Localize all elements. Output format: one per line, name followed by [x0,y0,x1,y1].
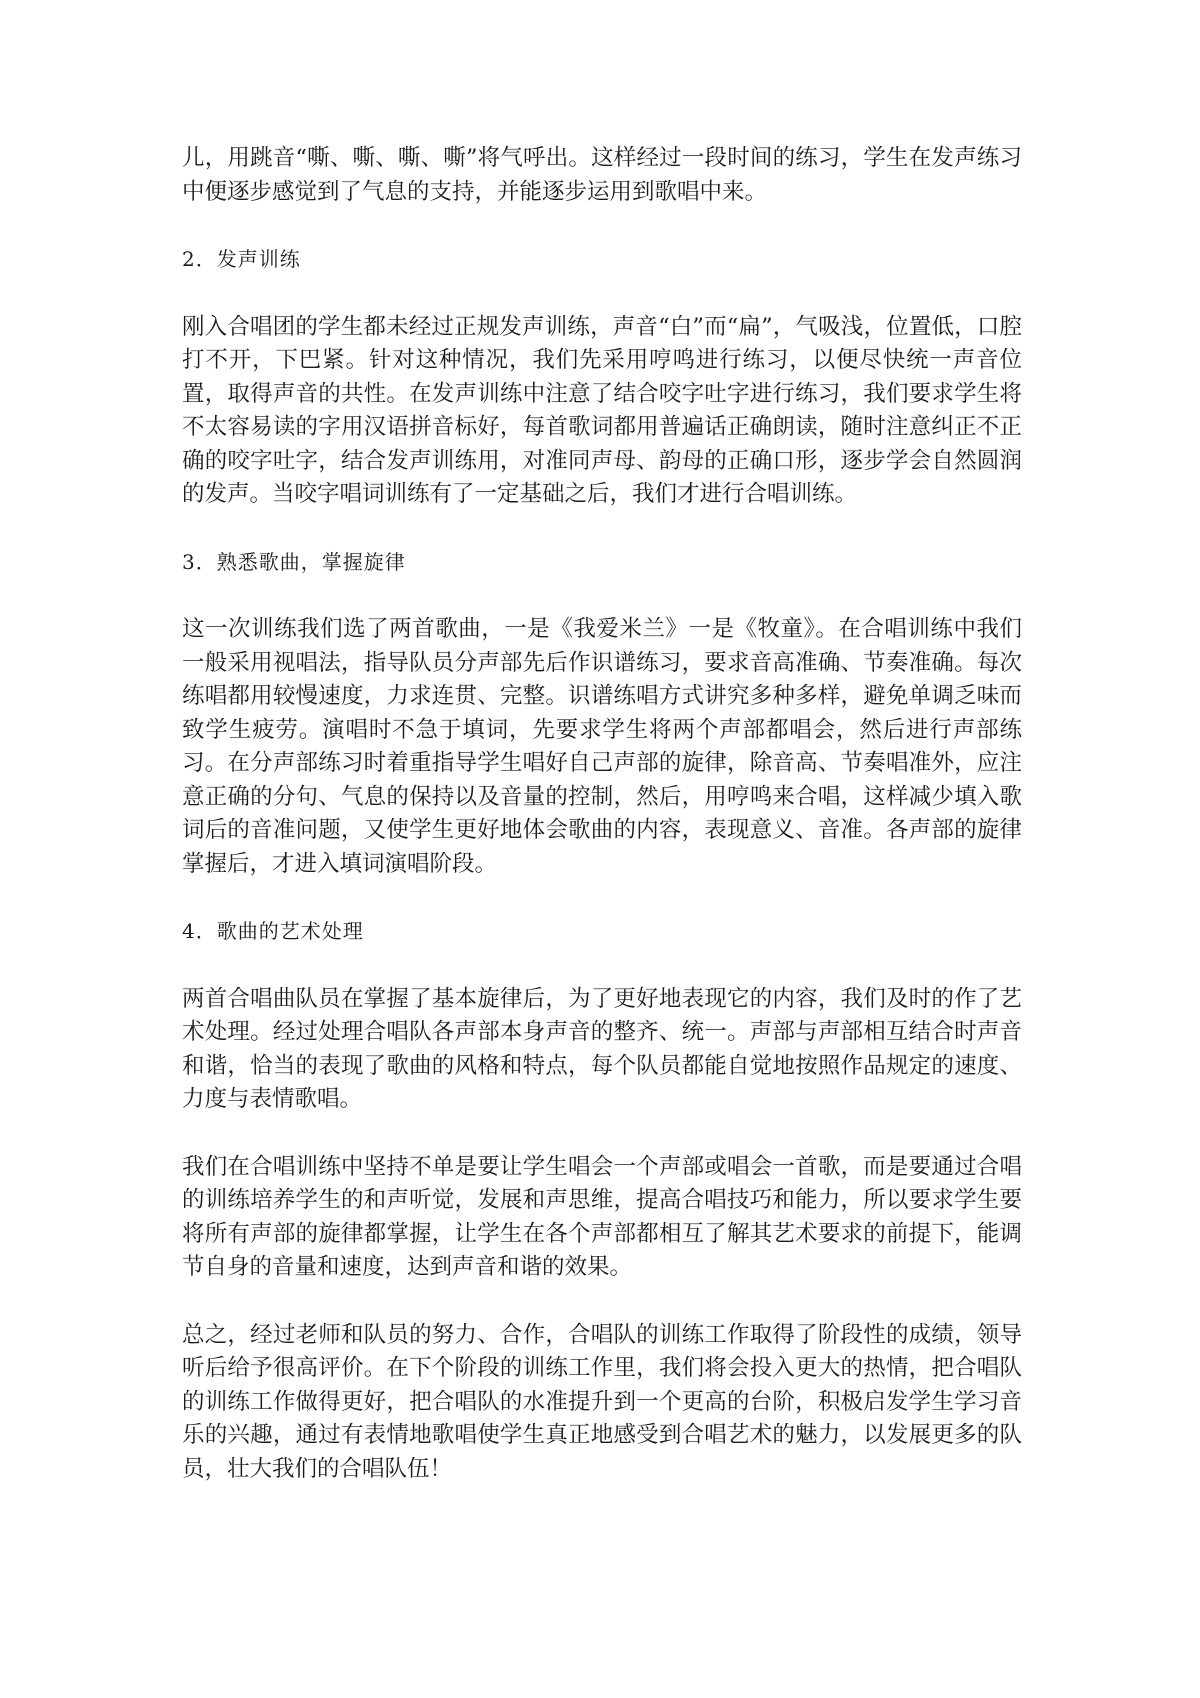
paragraph-vocal-training: 刚入合唱团的学生都未经过正规发声训练，声音“白”而“扁”，气吸浅，位置低，口腔打不开，下巴紧。针对这种情况，我们先采用哼鸣进行练习，以便尽快统一声音位置，取得声音的共性。在发声训练中注意了结合咬字吐字进行练习，我们要求学生将不太容易读的字用汉语拼音标好，每首歌词都用普遍话正确朗读，随时注意纠正不正确的咬字吐字，结合发声训练用，对准同声母、韵母的正确口形，逐步学会自然圆润的发声。当咬字唱词训练有了一定基础之后，我们才进行合唱训练。 [182,313,1022,507]
document-body [182,142,1022,1520]
paragraph-breathing-continued: 儿，用跳音“嘶、嘶、嘶、嘶”将气呼出。这样经过一段时间的练习，学生在发声练习中便逐步感觉到了气息的支持，并能逐步运用到歌唱中来。 [182,145,1022,205]
paragraph-harmony-training: 我们在合唱训练中坚持不单是要让学生唱会一个声部或唱会一首歌，而是要通过合唱的训练培养学生的和声听觉，发展和声思维，提高合唱技巧和能力，所以要求学生要将所有声部的旋律都掌握，让学生在各个声部都相互了解其艺术要求的前提下，能调节自身的音量和速度，达到声音和谐的效果。 [182,1153,1022,1280]
paragraph-conclusion: 总之，经过老师和队员的努力、合作，合唱队的训练工作取得了阶段性的成绩，领导听后给予很高评价。在下个阶段的训练工作里，我们将会投入更大的热情，把合唱队的训练工作做得更好，把合唱队的水准提升到一个更高的台阶，积极启发学生学习音乐的兴趣，通过有表情地歌唱使学生真正地感受到合唱艺术的魅力，以发展更多的队员，壮大我们的合唱队伍！ [182,1321,1022,1482]
section-heading-artistic-processing: 4．歌曲的艺术处理 [182,919,364,943]
section-heading-vocal-training: 2．发声训练 [182,247,301,271]
paragraph-artistic-processing: 两首合唱曲队员在掌握了基本旋律后，为了更好地表现它的内容，我们及时的作了艺术处理。经过处理合唱队各声部本身声音的整齐、统一。声部与声部相互结合时声音和谐，恰当的表现了歌曲的风格和特点，每个队员都能自觉地按照作品规定的速度、力度与表情歌唱。 [182,985,1022,1112]
paragraph-melody: 这一次训练我们选了两首歌曲，一是《我爱米兰》一是《牧童》。在合唱训练中我们一般采用视唱法，指导队员分声部先后作识谱练习，要求音高准确、节奏准确。每次练唱都用较慢速度，力求连贯、完整。识谱练唱方式讲究多种多样，避免单调乏味而致学生疲劳。演唱时不急于填词，先要求学生将两个声部都唱会，然后进行声部练习。在分声部练习时着重指导学生唱好自己声部的旋律，除音高、节奏唱准外，应注意正确的分句、气息的保持以及音量的控制，然后，用哼鸣来合唱，这样减少填入歌词后的音准问题，又使学生更好地体会歌曲的内容，表现意义、音准。各声部的旋律掌握后，才进入填词演唱阶段。 [182,616,1022,877]
section-heading-melody: 3．熟悉歌曲，掌握旋律 [182,549,406,574]
